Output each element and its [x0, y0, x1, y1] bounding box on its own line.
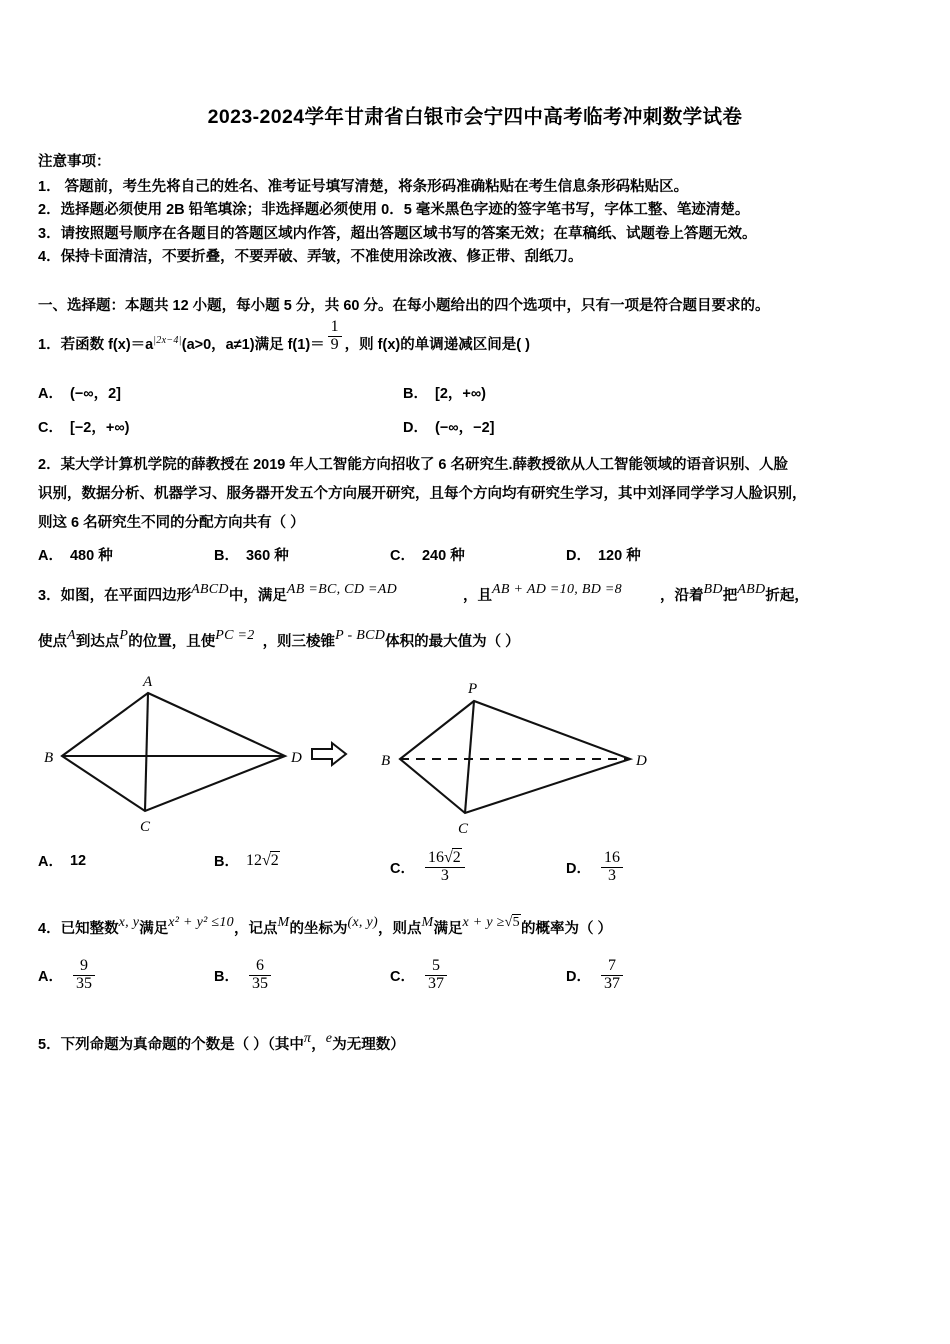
- question-1-options-row-2: [0, 416, 950, 437]
- option-C[interactable]: [390, 544, 566, 565]
- vertex-label-C: C: [140, 819, 151, 836]
- option-B-fraction: [249, 958, 271, 993]
- vertex-label-D: D: [291, 750, 302, 767]
- question-2-line-1: [38, 451, 912, 480]
- q4-math-M: M: [277, 915, 290, 931]
- option-B[interactable]: [214, 958, 390, 993]
- notice-item: 4．保持卡面清洁，不要折叠，不要弄破、弄皱，不准使用涂改液、修正带、刮纸刀。: [38, 249, 583, 266]
- option-A-fraction: [73, 958, 95, 993]
- vertex-label-D: D: [636, 753, 647, 770]
- fraction-numerator: 9: [79, 957, 88, 975]
- option-A-label: A．: [38, 385, 63, 402]
- option-C-label: C．: [390, 861, 415, 878]
- option-A[interactable]: [38, 544, 214, 565]
- quad-outline: [62, 693, 285, 811]
- q5-math-e: e: [325, 1030, 333, 1046]
- option-C-label: C．: [390, 547, 415, 564]
- notice-item: 2．选择题必须使用 2B 铅笔填涂；非选择题必须使用 0．5 毫米黑色字迹的签字笔书写，字体工整、笔迹清楚。: [38, 202, 750, 219]
- q3-math-PC: PC =2: [215, 628, 255, 644]
- q4-t6: 满足: [433, 921, 463, 938]
- vertex-label-P: P: [468, 681, 478, 698]
- q3-t3: ，且: [463, 587, 493, 604]
- option-C[interactable]: [390, 850, 566, 885]
- q5-math-pi: π: [303, 1030, 312, 1046]
- question-4-number: 4．: [38, 921, 61, 938]
- fraction-denominator: 35: [73, 975, 95, 993]
- question-5: [0, 993, 950, 1060]
- option-B-value: [246, 852, 280, 870]
- option-D-label: D．: [566, 861, 591, 878]
- option-C[interactable]: [390, 958, 566, 993]
- q3-t2: 中，满足: [228, 587, 287, 604]
- option-D[interactable]: [566, 958, 626, 993]
- q4-t2: 满足: [139, 921, 169, 938]
- q4-math-coord: (x, y): [347, 915, 379, 931]
- question-3-options: [0, 850, 950, 885]
- q4-math-circle: x² + y² ≤10: [168, 915, 234, 931]
- question-1: [0, 315, 950, 360]
- q3-math-ABCD: ABCD: [191, 581, 229, 597]
- option-B-value: 360 种: [245, 547, 289, 564]
- q3b-t1: 使点: [38, 634, 67, 651]
- q5-t1: 下列命题为真命题的个数是（ ）（其中: [60, 1036, 304, 1053]
- figures-svg: [40, 671, 700, 846]
- option-B-label: B．: [214, 968, 239, 985]
- q3-math-A: A: [67, 628, 76, 644]
- option-B-label: B．: [214, 854, 239, 871]
- option-B-label: B．: [214, 547, 239, 564]
- vertex-label-B: B: [44, 750, 54, 767]
- q4-t1: 已知整数: [60, 921, 119, 938]
- option-D-label: D．: [403, 419, 428, 436]
- option-D-value: 120 种: [597, 547, 641, 564]
- question-1-stem-b: (a>0，a≠1)满足 f(1)＝: [181, 336, 325, 353]
- q3b-t2: 到达点: [75, 634, 120, 651]
- fraction-numerator: 6: [255, 957, 264, 975]
- option-C-label: C．: [390, 968, 415, 985]
- option-A[interactable]: [38, 382, 403, 403]
- question-1-number: 1．: [38, 336, 61, 353]
- q3-math-sides: AB =BC, CD =AD: [286, 581, 398, 597]
- question-3-line-2: [38, 611, 912, 657]
- q3-t4: ，沿着: [659, 587, 704, 604]
- radical-icon: √2: [443, 849, 461, 867]
- option-C-fraction: [425, 958, 447, 993]
- option-A-label: A．: [38, 968, 63, 985]
- q3-math-P: P: [119, 628, 129, 644]
- option-C-label: C．: [38, 419, 63, 436]
- fraction-numerator: 1: [330, 317, 339, 335]
- figure-tetrahedron: [400, 701, 630, 813]
- question-2: [0, 437, 950, 538]
- fraction-denominator: 3: [425, 867, 465, 885]
- q5-t2: ，: [311, 1036, 326, 1053]
- question-1-fraction: [328, 319, 342, 354]
- question-1-stem-c: ，则 f(x)的单调递减区间是( ): [344, 336, 530, 353]
- page-title: 2023-2024学年甘肃省白银市会宁四中高考临考冲刺数学试卷: [207, 106, 743, 128]
- fraction-denominator: 3: [601, 867, 623, 885]
- option-B-value: [2，+∞): [434, 385, 487, 402]
- q3-math-sum: AB + AD =10, BD =8: [492, 581, 622, 597]
- question-3-figures: [0, 671, 950, 846]
- question-3-number: 3．: [38, 587, 61, 604]
- option-A[interactable]: [38, 850, 214, 871]
- option-C-fraction: [425, 850, 465, 885]
- option-D-fraction: [601, 850, 623, 885]
- q3-t6: 折起，: [765, 587, 809, 604]
- q3-t1: 如图，在平面四边形: [60, 587, 192, 604]
- q4-t7: 的概率为（ ）: [520, 921, 612, 938]
- vertex-label-B: B: [381, 753, 391, 770]
- q4-t3: ，记点: [233, 921, 278, 938]
- q3-math-BD: BD: [703, 581, 723, 597]
- question-2-number: 2．: [38, 456, 61, 473]
- fraction-denominator: 9: [328, 336, 342, 354]
- question-4: [0, 885, 950, 944]
- option-B-coefficient: 12: [245, 851, 262, 869]
- q4-math-ineq: x + y ≥√5: [462, 915, 520, 931]
- fraction-numerator: 7: [607, 957, 616, 975]
- radical-icon: √5: [504, 915, 520, 931]
- q3-math-ABD: ABD: [737, 581, 766, 597]
- question-2-line-3: 则这 6 名研究生不同的分配方向共有（ ）: [38, 514, 305, 531]
- option-B[interactable]: [214, 850, 390, 871]
- tetra-outline: [400, 701, 630, 813]
- option-C-value: 240 种: [421, 547, 465, 564]
- option-A-value: 12: [69, 852, 87, 869]
- option-D[interactable]: [403, 416, 494, 437]
- fraction-denominator: 35: [249, 975, 271, 993]
- transform-arrow-icon: [312, 743, 346, 765]
- question-1-exponent: |2x−4|: [153, 334, 182, 346]
- diagonal-AC: [145, 693, 148, 811]
- option-D-label: D．: [566, 547, 591, 564]
- q3b-t5: 体积的最大值为（ ）: [385, 634, 520, 651]
- fraction-numerator: 16√2: [427, 849, 461, 867]
- q3b-t3: 的位置，且使: [128, 634, 216, 651]
- q3b-t4: ，则三棱锥: [262, 634, 336, 651]
- notice-heading: 注意事项：: [38, 154, 111, 171]
- figure-planar-quadrilateral: [62, 693, 285, 811]
- option-D-value: (−∞，−2]: [434, 419, 495, 436]
- edge-PC: [465, 701, 474, 813]
- notice-section: [0, 129, 950, 269]
- q4-t5: ，则点: [378, 921, 422, 938]
- option-B[interactable]: [403, 382, 486, 403]
- option-A-value: 480 种: [69, 547, 113, 564]
- q4-t4: 的坐标为: [289, 921, 348, 938]
- question-5-number: 5．: [38, 1036, 61, 1053]
- option-C[interactable]: [38, 416, 403, 437]
- question-1-stem-a: 若函数 f(x)＝a: [60, 336, 154, 353]
- q4-math-xy: x, y: [118, 915, 140, 931]
- question-3: [0, 565, 950, 658]
- notice-item: 3．请按照题号顺序在各题目的答题区域内作答，超出答题区域书写的答案无效；在草稿纸、试题卷上答题无效。: [38, 225, 757, 242]
- option-C-value: [−2，+∞): [69, 419, 130, 436]
- question-4-options: [0, 958, 950, 993]
- question-1-options-row-1: [0, 382, 950, 403]
- q3-math-PBCD: P - BCD: [335, 628, 386, 644]
- section-heading: 一、选择题：本题共 12 小题，每小题 5 分，共 60 分。在每小题给出的四个选项中，只有一项是符合题目要求的。: [38, 297, 770, 314]
- option-D-label: D．: [566, 968, 591, 985]
- option-B-radicand: 2: [270, 851, 279, 869]
- option-A-value: (−∞，2]: [69, 385, 122, 402]
- notice-item: 1． 答题前，考生先将自己的姓名、准考证号填写清楚，将条形码准确粘贴在考生信息条形码粘贴区。: [38, 178, 689, 195]
- q5-t3: 为无理数）: [332, 1036, 405, 1053]
- q4-math-M2: M: [421, 915, 434, 931]
- vertex-label-C: C: [458, 821, 469, 838]
- fraction-denominator: 37: [425, 975, 447, 993]
- question-2-options: [0, 544, 950, 565]
- option-B-label: B．: [403, 385, 428, 402]
- option-D-fraction: [601, 958, 623, 993]
- option-A-label: A．: [38, 547, 63, 564]
- radical-icon: √2: [261, 851, 279, 869]
- option-B[interactable]: [214, 544, 390, 565]
- option-A-label: A．: [38, 854, 63, 871]
- question-3-line-1: [38, 581, 912, 611]
- fraction-numerator: 5: [431, 957, 440, 975]
- vertex-label-A: A: [143, 674, 153, 691]
- q3-t5: 把: [722, 587, 738, 604]
- question-2-text-1: 某大学计算机学院的薛教授在 2019 年人工智能方向招收了 6 名研究生.薛教授欲从人工智能领域的语音识别、人脸: [60, 456, 789, 473]
- question-2-line-2: 识别，数据分析、机器学习、服务器开发五个方向展开研究，且每个方向均有研究生学习，其中刘泽同学学习人脸识别，: [38, 485, 807, 502]
- option-D[interactable]: [566, 544, 641, 565]
- fraction-numerator: 16: [603, 849, 620, 867]
- fraction-denominator: 37: [601, 975, 623, 993]
- option-A[interactable]: [38, 958, 214, 993]
- option-D[interactable]: [566, 850, 626, 885]
